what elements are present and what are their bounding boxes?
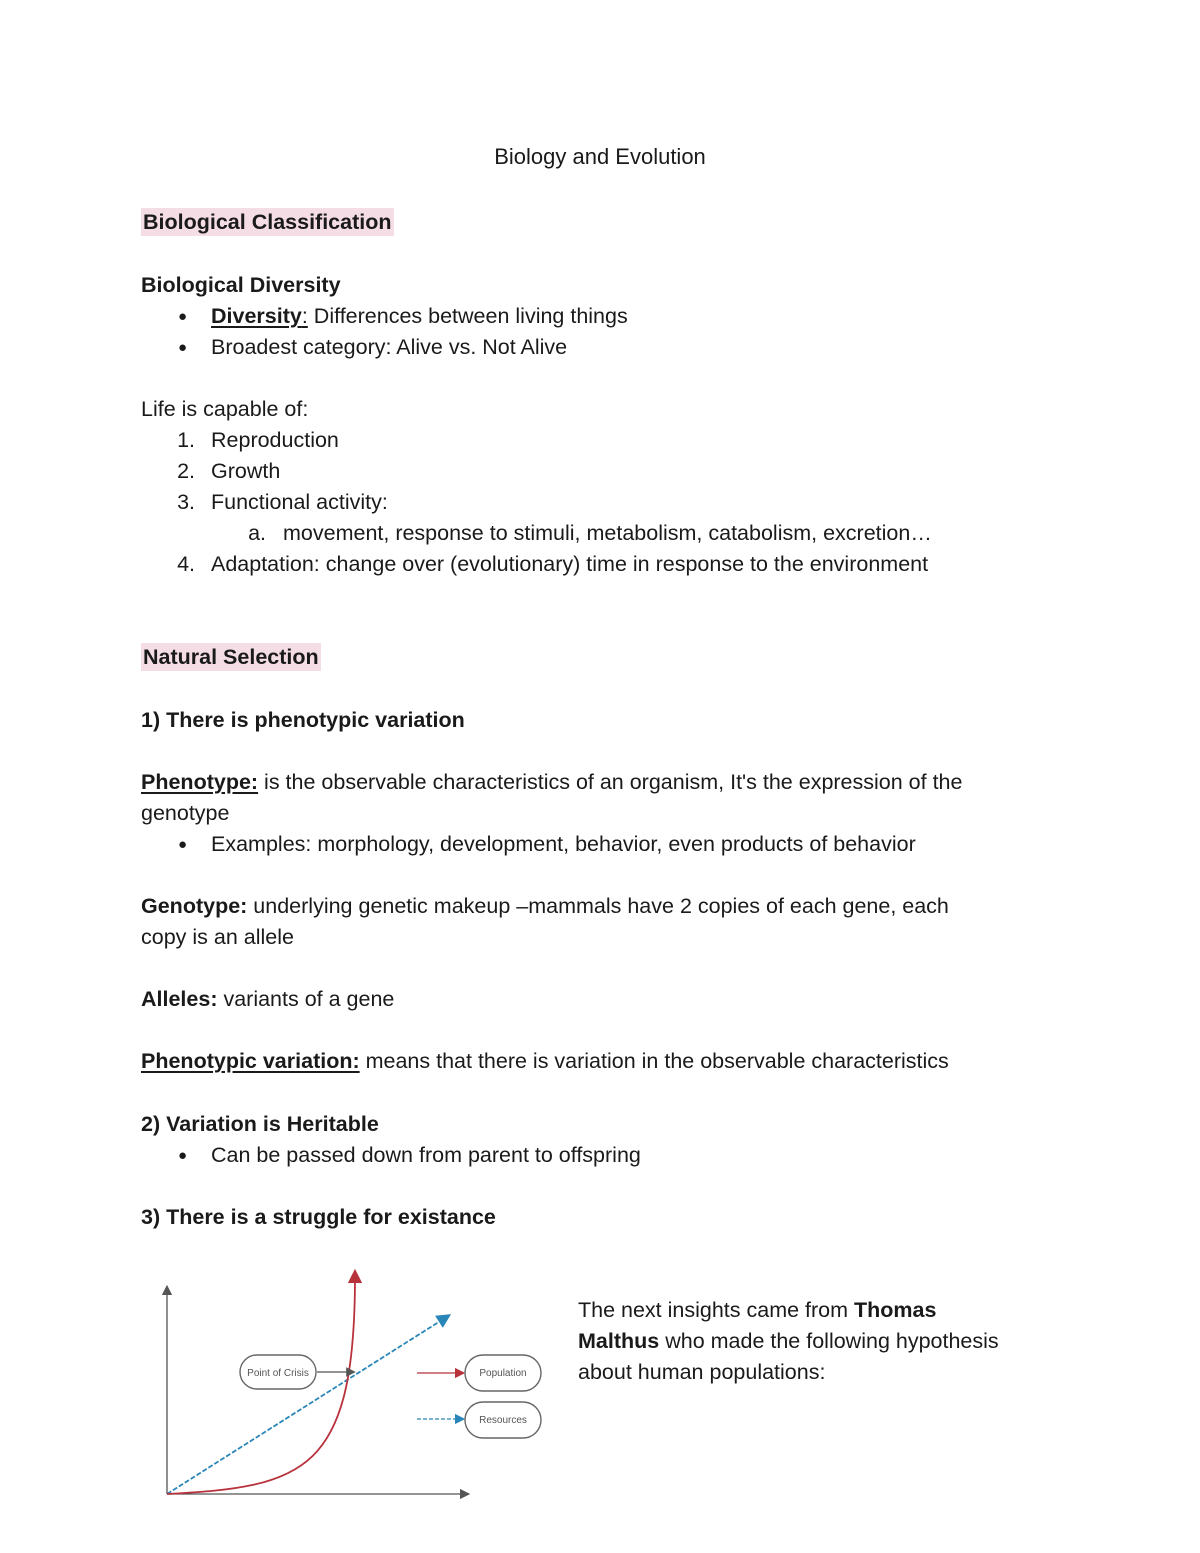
population-label: Population <box>479 1368 527 1379</box>
sub-list-marker: a. <box>248 521 266 545</box>
diversity-definition: Diversity: Differences between living things <box>211 304 628 328</box>
section-heading-natural-selection: Natural Selection <box>143 645 319 669</box>
list-number: 1. <box>177 428 195 452</box>
phenotype-examples: Examples: morphology, development, behavior, even products of behavior <box>211 832 916 856</box>
point-3-heading: 3) There is a struggle for existance <box>141 1205 496 1229</box>
alleles-definition: Alleles: variants of a gene <box>141 987 395 1011</box>
genotype-definition: Genotype: underlying genetic makeup –mammals have 2 copies of each gene, each <box>141 894 949 918</box>
life-item: Reproduction <box>211 428 339 452</box>
functional-subitem: movement, response to stimuli, metabolism, catabolism, excretion… <box>283 521 932 545</box>
point-1-heading: 1) There is phenotypic variation <box>141 708 465 732</box>
phenotypic-variation-definition: Phenotypic variation: means that there is variation in the observable characteristics <box>141 1049 949 1073</box>
subheading-diversity: Biological Diversity <box>141 273 341 297</box>
life-item: Adaptation: change over (evolutionary) time in response to the environment <box>211 552 929 576</box>
page-title: Biology and Evolution <box>494 144 706 169</box>
malthus-diagram <box>155 1262 555 1502</box>
resources-line <box>167 1318 445 1494</box>
bullet-marker: ● <box>178 339 188 356</box>
bullet-marker: ● <box>178 308 188 325</box>
list-number: 4. <box>177 552 195 576</box>
phenotype-definition-cont: genotype <box>141 801 230 825</box>
list-number: 3. <box>177 490 195 514</box>
point-2-heading: 2) Variation is Heritable <box>141 1112 379 1136</box>
phenotype-definition: Phenotype: is the observable characteristics of an organism, It's the expression of the <box>141 770 963 794</box>
resources-label: Resources <box>479 1415 527 1426</box>
point-of-crisis-label: Point of Crisis <box>247 1368 309 1379</box>
malthus-paragraph: The next insights came from Thomas Malthus who made the following hypothesis about human populations: <box>578 1298 999 1384</box>
life-item: Growth <box>211 459 281 483</box>
life-intro: Life is capable of: <box>141 397 309 421</box>
section-heading-classification: Biological Classification <box>143 210 392 234</box>
heritable-bullet: Can be passed down from parent to offspring <box>211 1143 641 1167</box>
list-number: 2. <box>177 459 195 483</box>
genotype-definition-cont: copy is an allele <box>141 925 294 949</box>
broadest-category: Broadest category: Alive vs. Not Alive <box>211 335 568 359</box>
bullet-marker: ● <box>178 1147 188 1164</box>
life-item: Functional activity: <box>211 490 388 514</box>
bullet-marker: ● <box>178 836 188 853</box>
